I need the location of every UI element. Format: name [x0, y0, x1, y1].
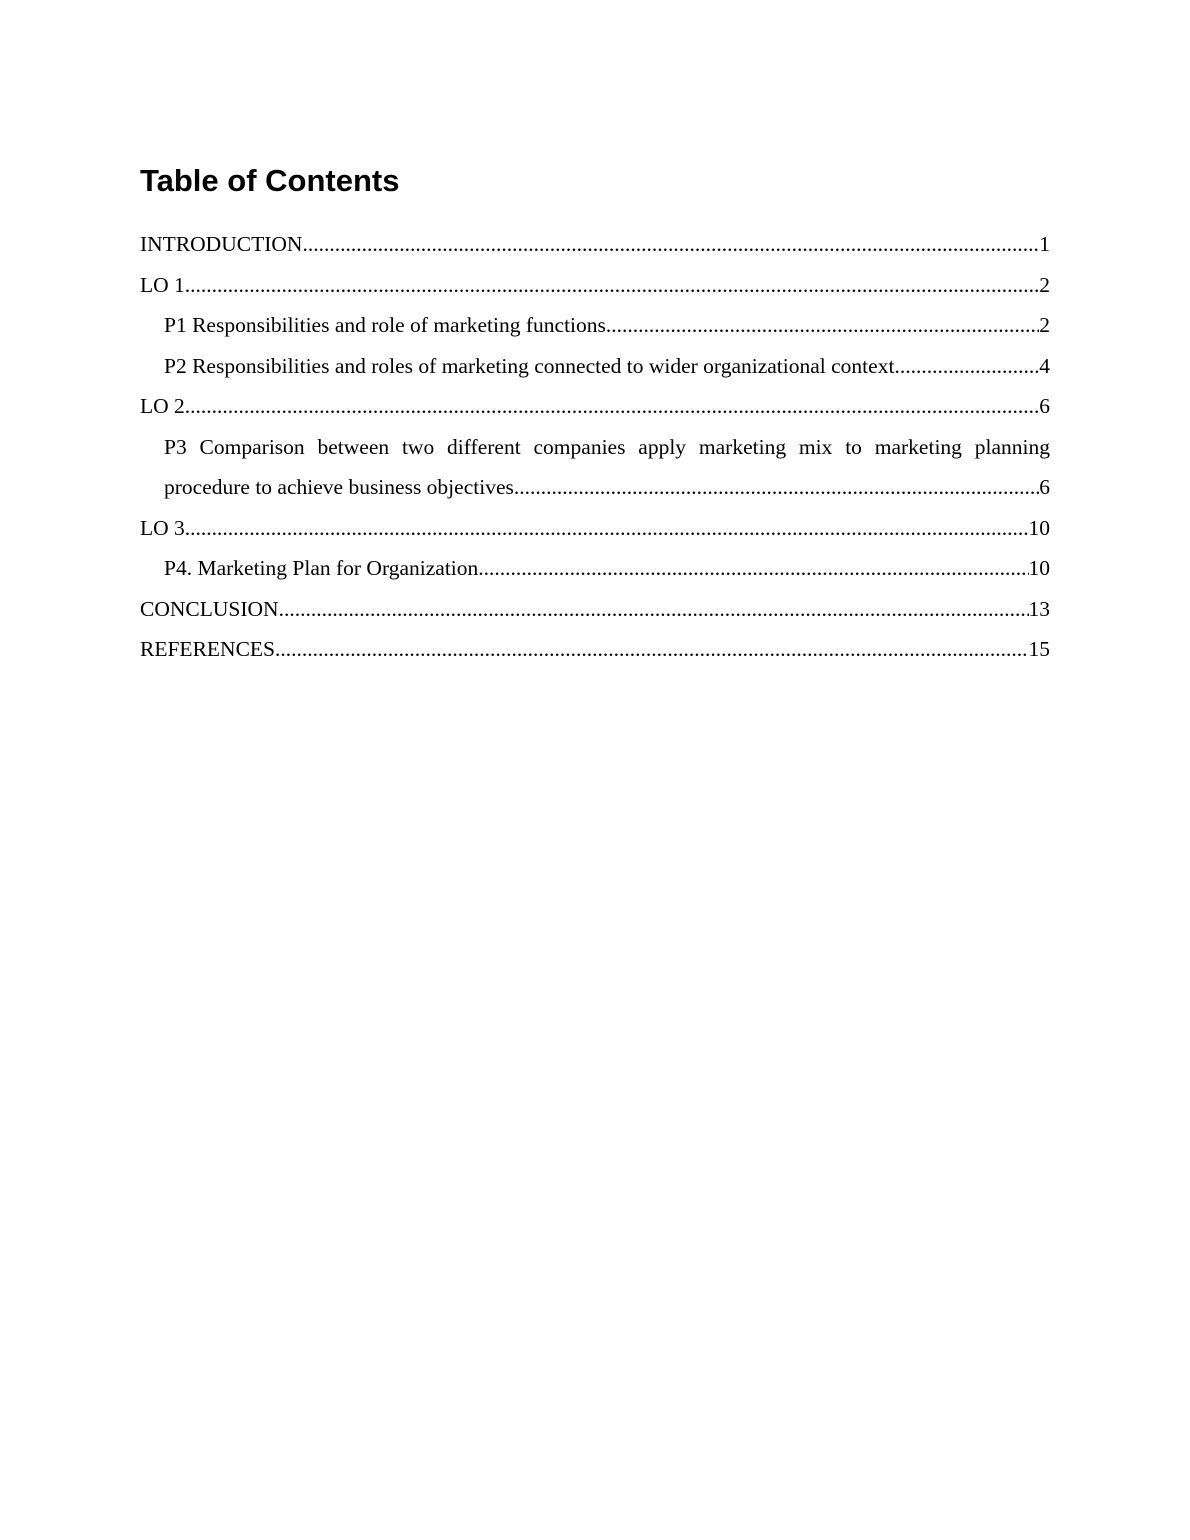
toc-entry-p4[interactable]: [140, 548, 1050, 589]
toc-entry-lo3[interactable]: [140, 508, 1050, 549]
toc-entry-text: P1 Responsibilities and role of marketing functions: [164, 313, 606, 337]
toc-entry-introduction[interactable]: [140, 224, 1050, 265]
toc-entry-page: 4: [1039, 353, 1050, 378]
toc-entry-text: LO 2: [140, 394, 185, 418]
toc-list: [140, 224, 1050, 670]
toc-leader-dots: [279, 589, 1029, 630]
toc-entry-p2[interactable]: [140, 346, 1050, 387]
toc-leader-dots: [894, 346, 1039, 387]
document-page: [140, 158, 1050, 670]
toc-title: Table of Contents: [140, 163, 400, 198]
toc-entry-page: 1: [1039, 232, 1050, 256]
toc-entry-lo2[interactable]: [140, 386, 1050, 427]
toc-entry-page: 2: [1039, 313, 1050, 337]
toc-leader-dots: [478, 548, 1028, 589]
toc-entry-page: 10: [1028, 515, 1050, 540]
toc-leader-dots: [185, 386, 1039, 427]
toc-entry-lo1[interactable]: [140, 265, 1050, 306]
toc-entry-text: CONCLUSION: [140, 596, 279, 621]
toc-entry-page: 13: [1028, 596, 1050, 621]
toc-entry-conclusion[interactable]: [140, 589, 1050, 630]
toc-entry-p3[interactable]: [140, 427, 1050, 508]
toc-entry-text: P4. Marketing Plan for Organization: [164, 556, 479, 580]
toc-entry-page: 10: [1028, 556, 1050, 580]
toc-entry-page: 2: [1039, 272, 1050, 297]
toc-entry-line2: [140, 467, 1050, 508]
toc-leader-dots: [302, 224, 1039, 265]
toc-entry-text: LO 1: [140, 272, 185, 297]
toc-entry-page: 6: [1039, 394, 1050, 418]
toc-leader-dots: [514, 467, 1039, 508]
toc-entry-text: INTRODUCTION: [140, 232, 303, 256]
toc-entry-text-line2: procedure to achieve business objectives: [164, 475, 514, 499]
toc-entry-text: REFERENCES: [140, 637, 275, 661]
toc-leader-dots: [606, 305, 1039, 346]
toc-entry-p1[interactable]: [140, 305, 1050, 346]
toc-leader-dots: [185, 508, 1029, 549]
toc-entry-references[interactable]: [140, 629, 1050, 670]
toc-entry-text: P2 Responsibilities and roles of marketing connected to wider organizational context: [164, 353, 895, 378]
toc-entry-page: 15: [1028, 637, 1050, 661]
toc-entry-text-line1: P3 Comparison between two different companies apply marketing mix to marketing planning: [164, 434, 1050, 459]
toc-leader-dots: [185, 265, 1039, 306]
toc-entry-page: 6: [1039, 475, 1050, 499]
toc-leader-dots: [275, 629, 1029, 670]
toc-entry-text: LO 3: [140, 515, 185, 540]
